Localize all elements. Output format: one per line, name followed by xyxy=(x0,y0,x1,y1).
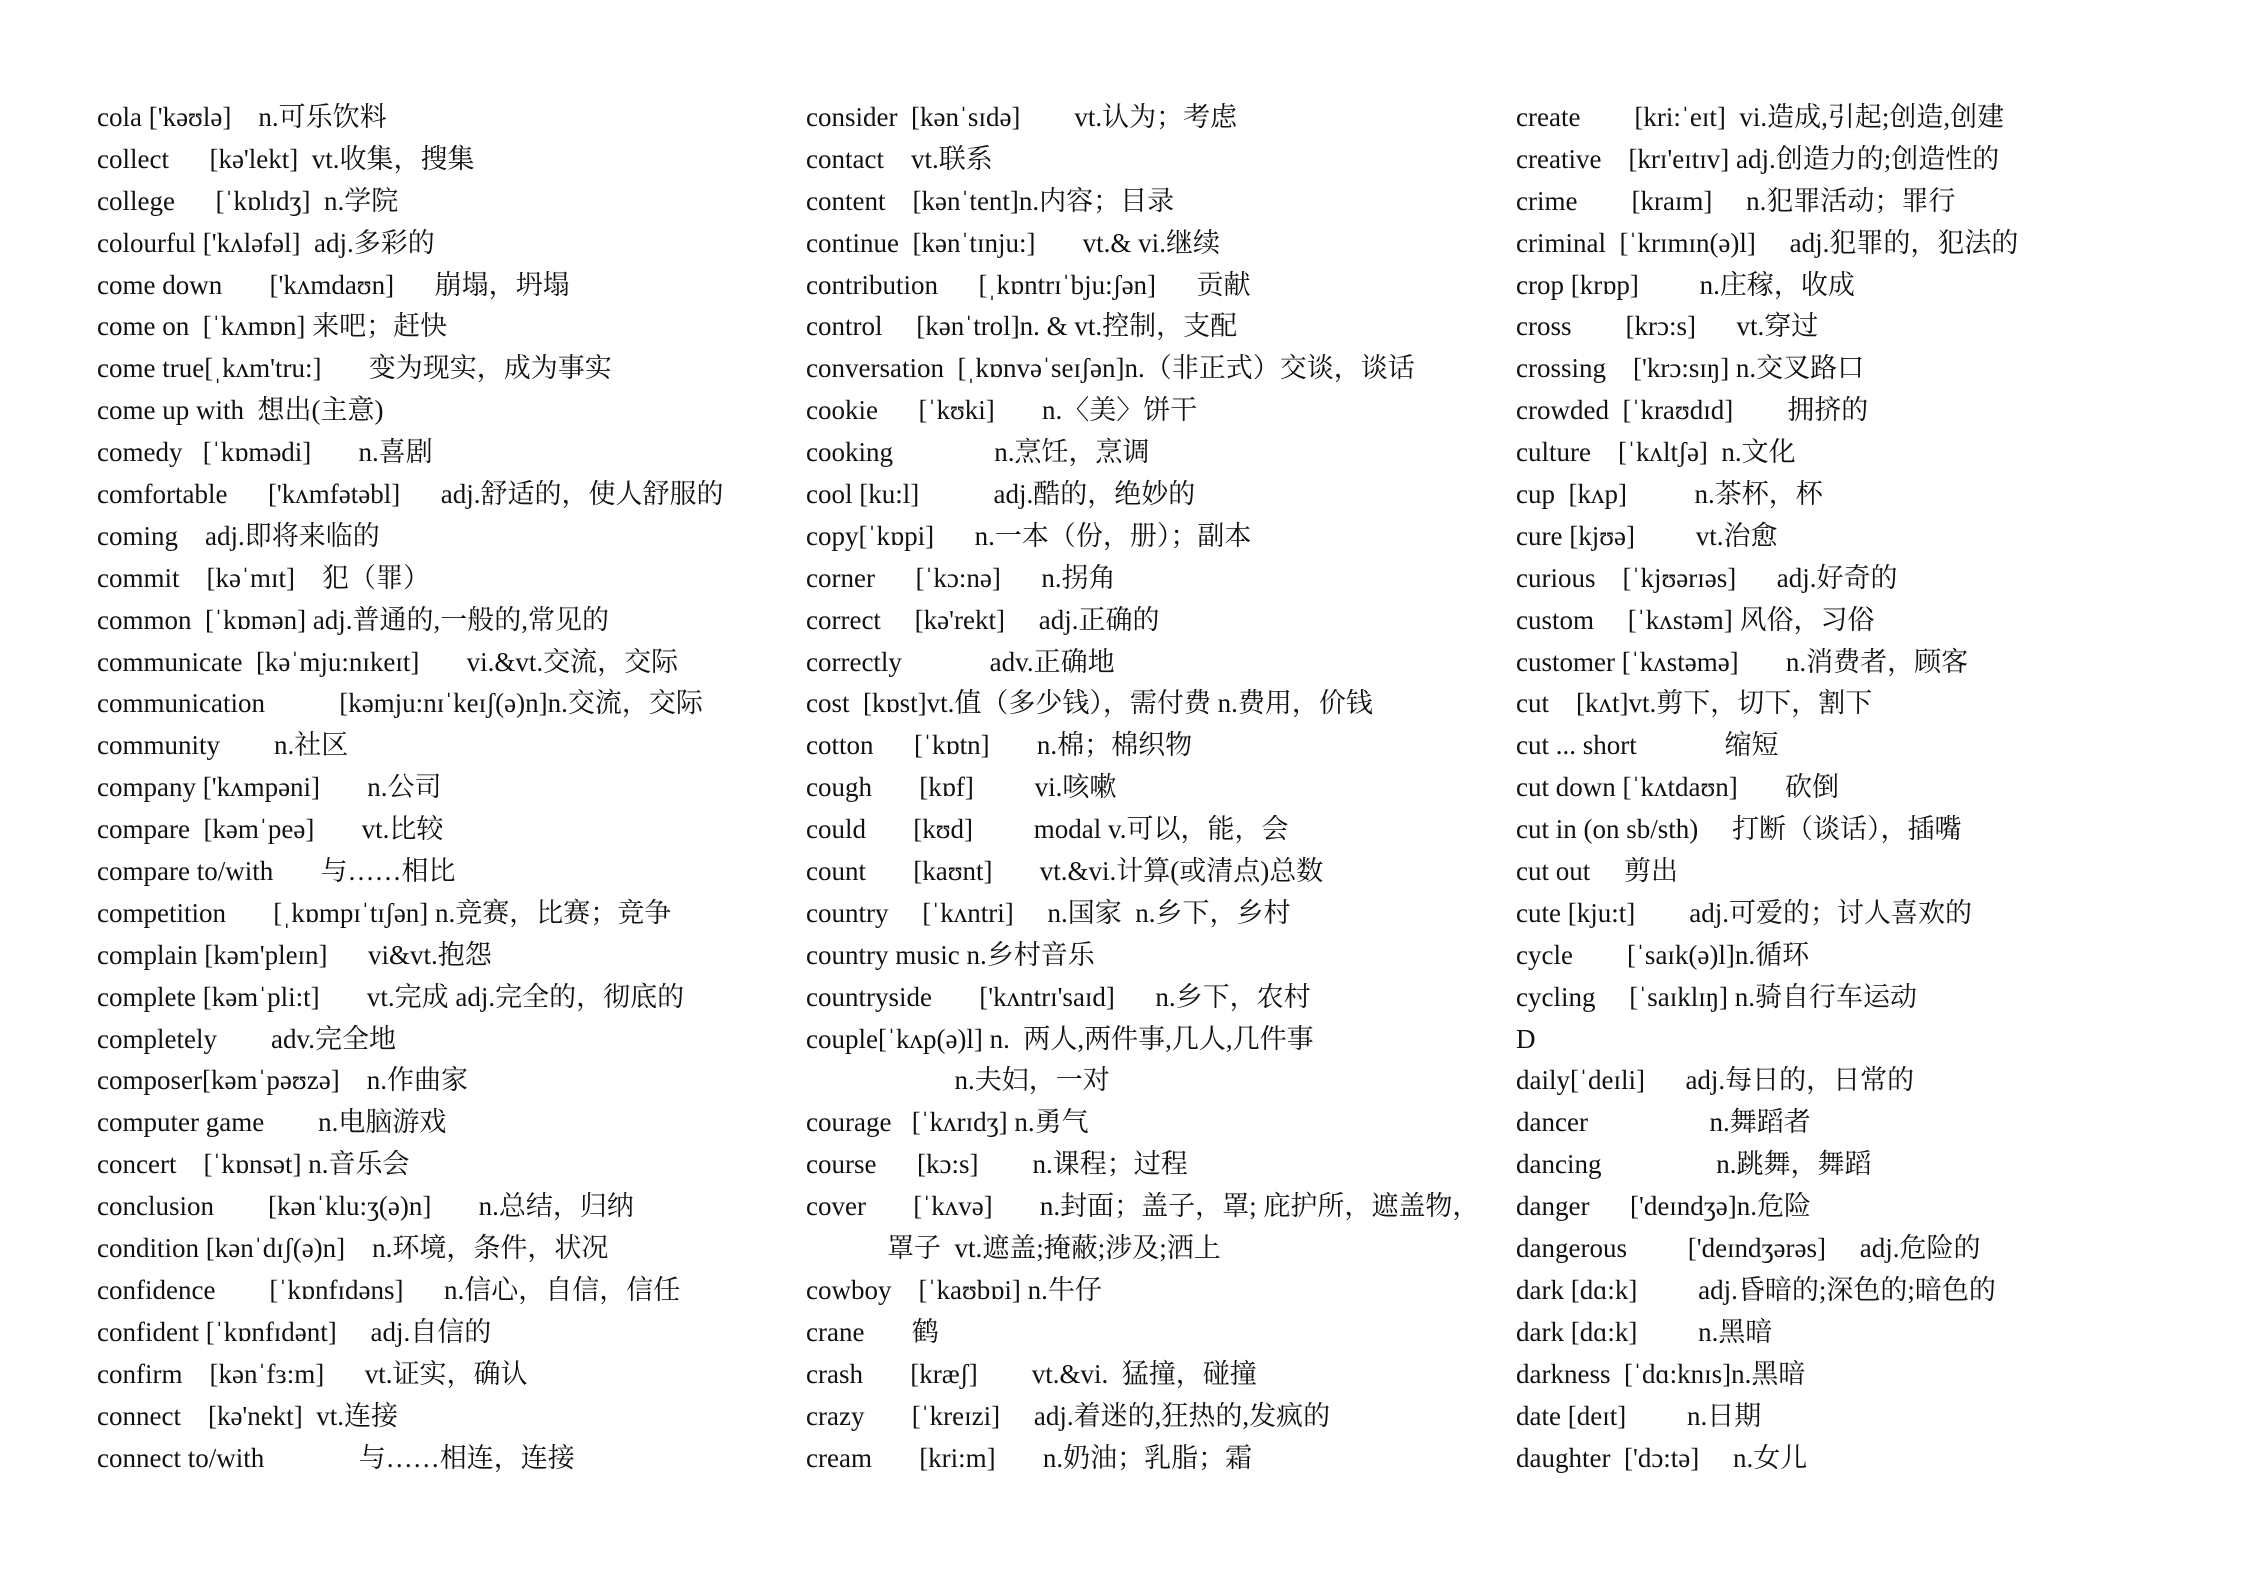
vocabulary-entry: 罩子 vt.遮盖;掩蔽;涉及;洒上 xyxy=(806,1233,1221,1264)
vocabulary-entry: culture [ˈkʌltʃə] n.文化 xyxy=(1516,437,1796,468)
vocabulary-entry: couple[ˈkʌp(ə)l] n. 两人,两件事,几人,几件事 xyxy=(806,1023,1314,1054)
vocabulary-entry: contribution [ˌkɒntrɪˈbju:ʃən] 贡献 xyxy=(806,269,1251,300)
vocabulary-entry: curious [ˈkjʊərɪəs] adj.好奇的 xyxy=(1516,562,1898,593)
vocabulary-entry: cycling [ˈsaɪklɪŋ] n.骑自行车运动 xyxy=(1516,981,1918,1012)
vocabulary-entry: come up with 想出(主意) xyxy=(97,395,384,426)
vocabulary-entry: cycle [ˈsaɪk(ə)l]n.循环 xyxy=(1516,939,1810,970)
vocabulary-entry: content [kənˈtent]n.内容；目录 xyxy=(806,185,1175,216)
vocabulary-entry: conclusion [kənˈklu:ʒ(ə)n] n.总结，归纳 xyxy=(97,1191,634,1222)
vocabulary-entry: comfortable ['kʌmfətəbl] adj.舒适的，使人舒服的 xyxy=(97,479,724,510)
vocabulary-entry: danger ['deɪndʒə]n.危险 xyxy=(1516,1191,1812,1222)
vocabulary-entry: complete [kəmˈpli:t] vt.完成 adj.完全的，彻底的 xyxy=(97,981,685,1012)
vocabulary-entry: dangerous ['deɪndʒərəs] adj.危险的 xyxy=(1516,1233,1981,1264)
vocabulary-column-2 xyxy=(806,97,1506,1479)
vocabulary-entry: condition [kənˈdɪʃ(ə)n] n.环境，条件，状况 xyxy=(97,1233,609,1264)
vocabulary-entry: criminal [ˈkrɪmɪn(ə)l] adj.犯罪的，犯法的 xyxy=(1516,227,2019,258)
vocabulary-entry: crowded [ˈkraʊdɪd] 拥挤的 xyxy=(1516,395,1869,426)
vocabulary-entry: connect [kə'nekt] vt.连接 xyxy=(97,1400,399,1431)
vocabulary-entry: correctly adv.正确地 xyxy=(806,646,1115,677)
vocabulary-entry: competition [ˌkɒmpɪˈtɪʃən] n.竞赛，比赛；竞争 xyxy=(97,897,672,928)
vocabulary-entry: could [kʊd] modal v.可以，能，会 xyxy=(806,814,1289,845)
vocabulary-entry: cure [kjʊə] vt.治愈 xyxy=(1516,520,1778,551)
vocabulary-entry: cookie [ˈkʊki] n.〈美〉饼干 xyxy=(806,395,1198,426)
vocabulary-entry: confidence [ˈkɒnfɪdəns] n.信心，自信，信任 xyxy=(97,1274,681,1305)
vocabulary-entry: composer[kəmˈpəʊzə] n.作曲家 xyxy=(97,1065,468,1096)
vocabulary-entry: confirm [kənˈfɜ:m] vt.证实，确认 xyxy=(97,1358,528,1389)
vocabulary-entry: common [ˈkɒmən] adj.普通的,一般的,常见的 xyxy=(97,604,610,635)
vocabulary-column-1 xyxy=(97,97,797,1479)
vocabulary-entry: create [kri:ˈeɪt] vi.造成,引起;创造,创建 xyxy=(1516,102,2005,132)
vocabulary-entry: corner [ˈkɔ:nə] n.拐角 xyxy=(806,562,1116,593)
vocabulary-entry: cowboy [ˈkaʊbɒi] n.牛仔 xyxy=(806,1274,1102,1305)
vocabulary-entry: cut [kʌt]vt.剪下，切下，割下 xyxy=(1516,688,1873,719)
vocabulary-entry: connect to/with 与……相连，连接 xyxy=(97,1442,575,1473)
vocabulary-entry: come down ['kʌmdaʊn] 崩塌，坍塌 xyxy=(97,269,570,300)
vocabulary-entry: custom [ˈkʌstəm] 风俗，习俗 xyxy=(1516,604,1875,635)
vocabulary-entry: n.夫妇，一对 xyxy=(806,1065,1110,1096)
vocabulary-entry: cover [ˈkʌvə] n.封面；盖子，罩; 庇护所，遮盖物， xyxy=(806,1191,1480,1222)
vocabulary-entry: compare to/with 与……相比 xyxy=(97,856,456,887)
vocabulary-entry: conversation [ˌkɒnvəˈseɪʃən]n.（非正式）交谈，谈话 xyxy=(806,353,1415,384)
vocabulary-entry: cut down [ˈkʌtdaʊn] 砍倒 xyxy=(1516,772,1840,803)
vocabulary-entry: course [kɔ:s] n.课程；过程 xyxy=(806,1149,1188,1180)
vocabulary-entry: communication [kəmju:nɪˈkeɪʃ(ə)n]n.交流，交际 xyxy=(97,688,703,719)
vocabulary-entry: dancing n.跳舞，舞蹈 xyxy=(1516,1149,1872,1180)
vocabulary-entry: date [deɪt] n.日期 xyxy=(1516,1400,1762,1431)
vocabulary-entry: country music n.乡村音乐 xyxy=(806,939,1095,970)
vocabulary-entry: cotton [ˈkɒtn] n.棉；棉织物 xyxy=(806,730,1193,761)
vocabulary-entry: crossing ['krɔ:sɪŋ] n.交叉路口 xyxy=(1516,353,1865,384)
vocabulary-entry: cute [kju:t] adj.可爱的；讨人喜欢的 xyxy=(1516,897,1972,928)
vocabulary-entry: country [ˈkʌntri] n.国家 n.乡下，乡村 xyxy=(806,897,1291,928)
vocabulary-entry: comedy [ˈkɒmədi] n.喜剧 xyxy=(97,437,433,468)
vocabulary-entry: crop [krɒp] n.庄稼，收成 xyxy=(1516,269,1855,300)
vocabulary-entry: cut in (on sb/sth) 打断（谈话），插嘴 xyxy=(1516,814,1962,845)
vocabulary-entry: cooking n.烹饪，烹调 xyxy=(806,437,1150,468)
vocabulary-entry: darkness [ˈdɑ:knɪs]n.黑暗 xyxy=(1516,1358,1806,1389)
vocabulary-entry: consider [kənˈsɪdə] vt.认为；考虑 xyxy=(806,102,1238,132)
vocabulary-entry: count [kaʊnt] vt.&vi.计算(或清点)总数 xyxy=(806,856,1324,887)
vocabulary-entry: computer game n.电脑游戏 xyxy=(97,1107,447,1138)
vocabulary-entry: courage [ˈkʌrɪdʒ] n.勇气 xyxy=(806,1107,1089,1138)
vocabulary-entry: daughter ['dɔ:tə] n.女儿 xyxy=(1516,1442,1808,1473)
vocabulary-entry: crazy [ˈkreɪzi] adj.着迷的,狂热的,发疯的 xyxy=(806,1400,1331,1431)
vocabulary-entry: countryside ['kʌntrɪ'saɪd] n.乡下，农村 xyxy=(806,981,1311,1012)
vocabulary-entry: customer [ˈkʌstəmə] n.消费者，顾客 xyxy=(1516,646,1969,677)
vocabulary-entry: continue [kənˈtɪnju:] vt.& vi.继续 xyxy=(806,227,1220,258)
vocabulary-entry: commit [kəˈmɪt] 犯（罪） xyxy=(97,562,430,593)
vocabulary-entry: collect [kə'lekt] vt.收集，搜集 xyxy=(97,143,475,174)
vocabulary-entry: dancer n.舞蹈者 xyxy=(1516,1107,1811,1138)
vocabulary-entry: cross [krɔ:s] vt.穿过 xyxy=(1516,311,1819,342)
vocabulary-entry: daily[ˈdeɪli] adj.每日的，日常的 xyxy=(1516,1065,1915,1096)
vocabulary-entry: correct [kə'rekt] adj.正确的 xyxy=(806,604,1160,635)
vocabulary-entry: creative [krɪ'eɪtɪv] adj.创造力的;创造性的 xyxy=(1516,143,2000,174)
vocabulary-entry: community n.社区 xyxy=(97,730,349,761)
vocabulary-entry: control [kənˈtrol]n. & vt.控制，支配 xyxy=(806,311,1238,342)
vocabulary-entry: compare [kəmˈpeə] vt.比较 xyxy=(97,814,444,845)
vocabulary-entry: cream [kri:m] n.奶油；乳脂；霜 xyxy=(806,1442,1253,1473)
vocabulary-entry: company ['kʌmpəni] n.公司 xyxy=(97,772,442,803)
vocabulary-entry: communicate [kəˈmju:nɪkeɪt] vi.&vt.交流，交际 xyxy=(97,646,679,677)
vocabulary-entry: come true[ˌkʌm'tru:] 变为现实，成为事实 xyxy=(97,353,612,384)
vocabulary-entry: dark [dɑ:k] n.黑暗 xyxy=(1516,1316,1773,1347)
vocabulary-entry: complain [kəm'pleɪn] vi&vt.抱怨 xyxy=(97,939,492,970)
vocabulary-entry: cost [kɒst]vt.值（多少钱），需付费 n.费用，价钱 xyxy=(806,688,1373,719)
vocabulary-entry: crane 鹤 xyxy=(806,1316,939,1347)
vocabulary-entry: colourful ['kʌləfəl] adj.多彩的 xyxy=(97,227,435,258)
vocabulary-entry: copy[ˈkɒpi] n.一本（份，册）；副本 xyxy=(806,520,1252,551)
vocabulary-entry: crime [kraɪm] n.犯罪活动；罪行 xyxy=(1516,185,1956,216)
vocabulary-entry: coming adj.即将来临的 xyxy=(97,520,380,551)
vocabulary-entry: confident [ˈkɒnfɪdənt] adj.自信的 xyxy=(97,1316,492,1347)
vocabulary-entry: completely adv.完全地 xyxy=(97,1023,396,1054)
vocabulary-entry: concert [ˈkɒnsət] n.音乐会 xyxy=(97,1149,410,1180)
vocabulary-entry: crash [kræʃ] vt.&vi. 猛撞，碰撞 xyxy=(806,1358,1257,1389)
vocabulary-entry: cola ['kəʊlə] n.可乐饮料 xyxy=(97,102,387,132)
vocabulary-entry: cut out 剪出 xyxy=(1516,856,1678,887)
vocabulary-entry: cup [kʌp] n.茶杯，杯 xyxy=(1516,479,1823,510)
vocabulary-entry: cool [ku:l] adj.酷的，绝妙的 xyxy=(806,479,1196,510)
section-letter: D xyxy=(1516,1023,1536,1054)
vocabulary-entry: contact vt.联系 xyxy=(806,143,993,174)
vocabulary-entry: come on [ˈkʌmɒn] 来吧；赶快 xyxy=(97,311,448,342)
vocabulary-entry: cough [kɒf] vi.咳嗽 xyxy=(806,772,1117,803)
vocabulary-entry: dark [dɑ:k] adj.昏暗的;深色的;暗色的 xyxy=(1516,1274,1996,1305)
vocabulary-entry: cut ... short 缩短 xyxy=(1516,730,1779,761)
vocabulary-entry: college [ˈkɒlɪdʒ] n.学院 xyxy=(97,185,399,216)
vocabulary-column-3 xyxy=(1516,97,2216,1479)
